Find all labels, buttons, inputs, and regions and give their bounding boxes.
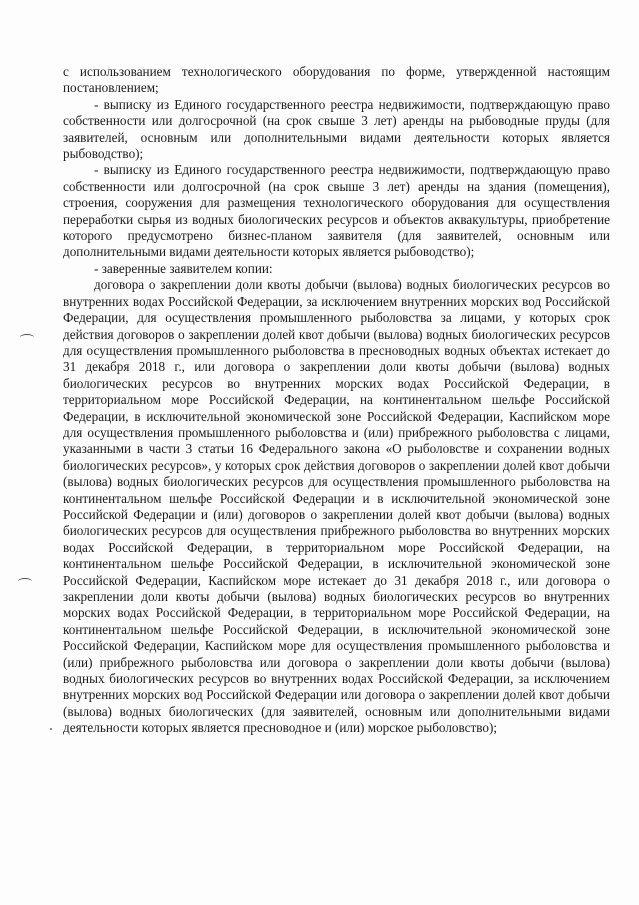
scan-punch-mark [20,334,34,341]
paragraph-continuation: с использованием технологического оборудования по форме, утвержденной настоящим постановлением; [63,64,610,96]
document-body [63,64,610,737]
paragraph-buildings-extract: - выписку из Единого государственного реестра недвижимости, подтверждающую право собственности или долгосрочной (на срок свыше 3 лет) аренды на здания (помещения), строения, сооружения для размещения технологического оборудования для осуществления переработки сырья из водных биологических ресурсов и объектов аквакультуры, приобретение которого предусмотрено бизнес-планом заявителя (для заявителей, основным или дополнительными видами деятельности которых является рыбоводство); [63,162,610,260]
paragraph-certified-copies: - заверенные заявителем копии: [94,260,273,276]
scan-speck [50,728,52,730]
scan-punch-mark [18,578,32,585]
paragraph-ponds-extract: - выписку из Единого государственного реестра недвижимости, подтверждающую право собственности или долгосрочной (на срок свыше 3 лет) аренды на рыбоводные пруды (для заявителей, основным или дополнительными видами деятельности которых является рыбоводство); [63,96,610,162]
paragraph-quota-agreements: договора о закреплении доли квоты добычи (вылова) водных биологических ресурсов во внутренних водах Российской Федерации, за исключением внутренних морских вод Российской Федерации, для осуществления промышленного рыболовства за лицами, у которых срок действия договоров о закреплении долей квот добычи (вылова) водных биологических ресурсов для осуществления промышленного рыболовства в пресноводных водных объектах истекает до 31 декабря 2018 г., или договора о закреплении доли квоты добычи (вылова) водных биологических ресурсов во внутренних морских водах Российской Федерации, в территориальном море Российской Федерации, на континентальном шельфе Российской Федерации, в исключительной экономической зоне Российской Федерации, Каспийском море для осуществления промышленного рыболовства и (или) прибрежного рыболовства с лицами, указанными в части 3 статьи 16 Федерального закона «О рыболовстве и сохранении водных биологических ресурсов», у которых срок действия договоров о закреплении долей квот добычи (вылова) водных биологических ресурсов для осуществления промышленного рыболовства на континентальном шельфе Российской Федерации и в исключительной экономической зоне Российской Федерации и (или) договоров о закреплении долей квот добычи (вылова) водных биологических ресурсов для осуществления прибрежного рыболовства во внутренних морских водах Российской Федерации, в территориальном море Российской Федерации, на континентальном шельфе Российской Федерации, в исключительной экономической зоне Российской Федерации, Каспийском море истекает до 31 декабря 2018 г., или договора о закреплении доли квоты добычи (вылова) водных биологических ресурсов во внутренних морских водах Российской Федерации, в территориальном море Российской Федерации, на континентальном шельфе Российской Федерации, в исключительной экономической зоне Российской Федерации, Каспийском море для осуществления промышленного рыболовства и (или) прибрежного рыболовства или договора о закреплении доли квоты добычи (вылова) водных биологических ресурсов во внутренних водах Российской Федерации, за исключением внутренних морских вод Российской Федерации или договора о закреплении долей квот добычи (вылова) водных биологических (для заявителей, основным или дополнительными видами деятельности которых является пресноводное и (или) морское рыболовство); [63,277,610,736]
